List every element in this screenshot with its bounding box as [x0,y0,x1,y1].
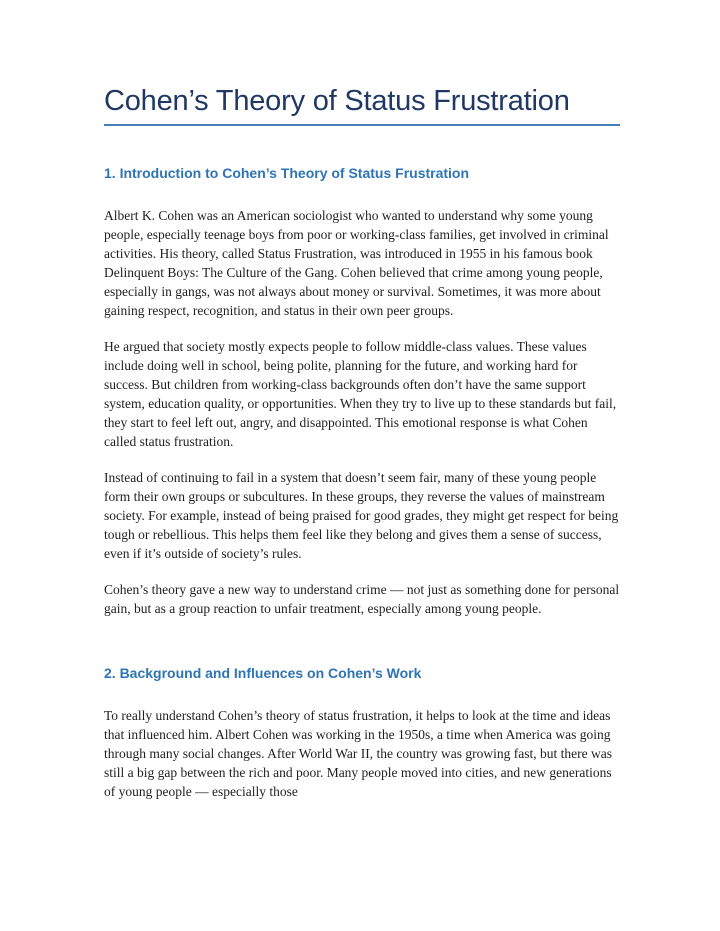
section-background [104,664,620,801]
section-1-paragraph-2: He argued that society mostly expects people to follow middle-class values. These values include doing well in school, being polite, planning for the future, and working hard for success. But children from working-class backgrounds often don’t have the same support system, education quality, or opportunities. When they try to live up to these standards but fail, they start to feel left out, angry, and disappointed. This emotional response is what Cohen called status frustration. [104,339,617,449]
section-1-paragraph-4: Cohen’s theory gave a new way to understand crime — not just as something done for personal gain, but as a group reaction to unfair treatment, especially among young people. [104,582,620,616]
section-1-paragraph-1: Albert K. Cohen was an American sociologist who wanted to understand why some young people, especially teenage boys from poor or working-class families, get involved in criminal activities. His theory, called Status Frustration, was introduced in 1955 in his famous book Delinquent Boys: The Culture of the Gang. Cohen believed that crime among young people, especially in gangs, was not always about money or survival. Sometimes, it was more about gaining respect, recognition, and status in their own peer groups. [104,208,609,318]
document-title: Cohen’s Theory of Status Frustration [104,85,570,117]
section-introduction [104,164,620,618]
section-2-paragraph-1: To really understand Cohen’s theory of status frustration, it helps to look at the time and ideas that influenced him. Albert Cohen was working in the 1950s, a time when America was going through many social changes. After World War II, the country was growing fast, but there was still a big gap between the rich and poor. Many people moved into cities, and new generations of young people — especially those [104,708,612,799]
section-2-heading: 2. Background and Influences on Cohen’s Work [104,665,422,681]
section-1-paragraph-3: Instead of continuing to fail in a system that doesn’t seem fair, many of these young people form their own groups or subcultures. In these groups, they reverse the values of mainstream society. For example, instead of being praised for good grades, they might get respect for being tough or rebellious. This helps them feel like they belong and gives them a sense of success, even if it’s outside of society’s rules. [104,470,619,561]
section-1-heading: 1. Introduction to Cohen’s Theory of Status Frustration [104,165,470,181]
title-underline-rule [104,124,620,126]
